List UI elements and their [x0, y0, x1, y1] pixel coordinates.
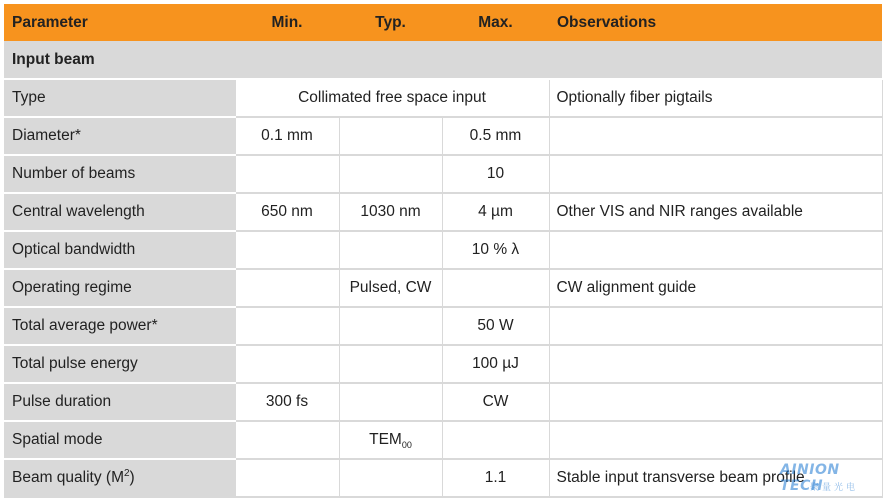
row-parameter: Operating regime: [4, 269, 235, 307]
row-typ: [339, 383, 442, 421]
table-row: [4, 269, 882, 307]
row-min: [235, 345, 339, 383]
row-max: 10 % λ: [442, 231, 549, 269]
row-min: 650 nm: [235, 193, 339, 231]
section-title: Input beam: [4, 41, 882, 79]
row-typ: [339, 307, 442, 345]
row-typ: [339, 117, 442, 155]
param-end: ): [129, 469, 135, 486]
row-merged-value: Collimated free space input: [235, 79, 549, 117]
row-max: 50 W: [442, 307, 549, 345]
row-typ: 1030 nm: [339, 193, 442, 231]
row-observations: Optionally fiber pigtails: [549, 79, 882, 117]
row-typ: [339, 345, 442, 383]
param-superscript: 2: [123, 468, 130, 479]
watermark-main-text: AINION TECH: [780, 462, 840, 494]
row-observations: [549, 117, 882, 155]
row-observations: CW alignment guide: [549, 269, 882, 307]
table-row: [4, 193, 882, 231]
row-max: 1.1: [442, 459, 549, 497]
header-row: [4, 4, 882, 41]
row-typ: [339, 155, 442, 193]
table-row: [4, 459, 882, 497]
row-min: [235, 269, 339, 307]
typ-subscript: 00: [401, 440, 412, 450]
typ-base: TEM: [369, 431, 402, 448]
table-row: [4, 155, 882, 193]
row-observations: Stable input transverse beam profile: [549, 459, 882, 497]
row-min: 300 fs: [235, 383, 339, 421]
row-max: 10: [442, 155, 549, 193]
row-min: 0.1 mm: [235, 117, 339, 155]
row-observations: [549, 307, 882, 345]
row-min: [235, 307, 339, 345]
row-parameter: Total pulse energy: [4, 345, 235, 383]
row-max: CW: [442, 383, 549, 421]
header-observations: Observations: [549, 4, 882, 41]
row-min: [235, 155, 339, 193]
row-observations: [549, 421, 882, 459]
row-parameter: Number of beams: [4, 155, 235, 193]
row-max: [442, 269, 549, 307]
row-typ: [339, 459, 442, 497]
header-max: Max.: [442, 4, 549, 41]
table-row: [4, 117, 882, 155]
table-row: [4, 421, 882, 459]
row-max: 100 µJ: [442, 345, 549, 383]
table-row: [4, 345, 882, 383]
spec-table: [4, 4, 883, 498]
row-observations: [549, 345, 882, 383]
header-parameter: Parameter: [4, 4, 235, 41]
header-typ: Typ.: [339, 4, 442, 41]
row-min: [235, 231, 339, 269]
row-parameter: Central wavelength: [4, 193, 235, 231]
row-parameter: Spatial mode: [4, 421, 235, 459]
row-max: 0.5 mm: [442, 117, 549, 155]
watermark-sub-text: 聚量光电: [810, 483, 859, 493]
row-max: 4 µm: [442, 193, 549, 231]
row-max: [442, 421, 549, 459]
param-base: Beam quality (M: [12, 469, 124, 486]
row-parameter: Type: [4, 79, 235, 117]
row-typ: [339, 421, 442, 459]
row-parameter: Diameter*: [4, 117, 235, 155]
row-typ: [339, 231, 442, 269]
row-observations: [549, 383, 882, 421]
header-min: Min.: [235, 4, 339, 41]
table-row: [4, 307, 882, 345]
row-typ: Pulsed, CW: [339, 269, 442, 307]
table-row: [4, 79, 882, 117]
row-min: [235, 459, 339, 497]
table-row: [4, 231, 882, 269]
row-observations: [549, 231, 882, 269]
row-parameter: Optical bandwidth: [4, 231, 235, 269]
row-min: [235, 421, 339, 459]
row-observations: Other VIS and NIR ranges available: [549, 193, 882, 231]
table-row: [4, 383, 882, 421]
row-parameter: [4, 459, 235, 497]
row-parameter: Pulse duration: [4, 383, 235, 421]
section-row: [4, 41, 882, 79]
row-parameter: Total average power*: [4, 307, 235, 345]
row-observations: [549, 155, 882, 193]
